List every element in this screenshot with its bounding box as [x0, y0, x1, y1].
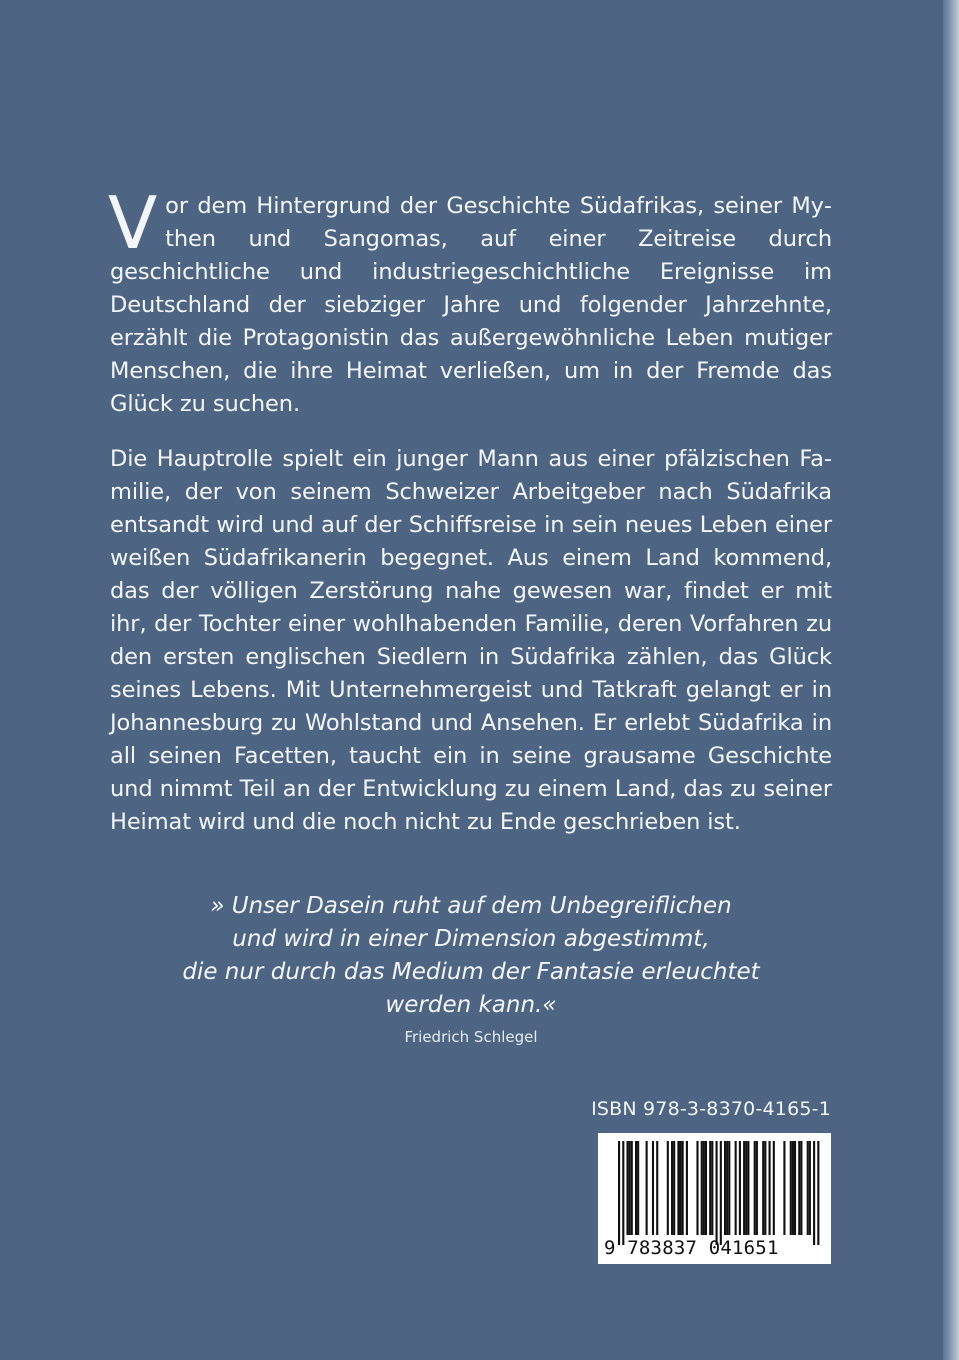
barcode-bar — [739, 1141, 741, 1235]
barcode-bar — [743, 1141, 745, 1235]
barcode-bar — [696, 1141, 698, 1235]
barcode-bar — [716, 1141, 718, 1245]
barcode-bar — [618, 1141, 620, 1245]
barcode-bar — [686, 1141, 688, 1235]
barcode-bar — [764, 1141, 766, 1235]
barcode-bar — [656, 1141, 658, 1235]
barcode-bar — [792, 1141, 794, 1235]
barcode-bar — [677, 1141, 679, 1235]
barcode-bar — [800, 1141, 802, 1235]
barcode-bar — [790, 1141, 792, 1235]
barcode-bar — [762, 1141, 764, 1235]
barcode-bar — [667, 1141, 669, 1235]
barcode-bar — [682, 1141, 684, 1235]
quote-author: Friedrich Schlegel — [404, 1028, 538, 1046]
barcode-bar — [783, 1141, 785, 1235]
barcode-digits: 9 783837 041651 — [604, 1237, 779, 1259]
barcode-bar — [756, 1141, 758, 1235]
barcode-bar — [679, 1141, 681, 1235]
barcode — [598, 1133, 831, 1264]
barcode-bar — [703, 1141, 705, 1235]
barcode-bar — [711, 1141, 713, 1235]
barcode-bar — [794, 1141, 796, 1235]
barcode-bar — [720, 1141, 722, 1245]
barcode-bar — [773, 1141, 775, 1235]
barcode-bar — [745, 1141, 747, 1235]
barcode-bar — [637, 1141, 639, 1235]
quote-line: werden kann.« — [385, 992, 557, 1018]
drop-cap: V — [108, 181, 158, 265]
barcode-bar — [626, 1141, 628, 1235]
barcode-bar — [724, 1141, 726, 1235]
blurb-paragraph-2: Die Hauptrolle spielt ein junger Mann aus einer pfälzischen Familie, der von seinem Schweizer Arbeitgeber nach Südafrika entsandt wird und auf der Schiffsreise in sein neues Leben einer weißen Südafrikanerin begegnet. Aus einem Land kommend, das der völligen Zerstörung nahe gewesen war, findet er mit ihr, der Tochter einer wohlhabenden Familie, deren Vorfahren zu den ersten englischen Siedlern in Südafrika zählen, das Glück seines Lebens. Mit Unternehmergeist und Tatkraft gelangt er in Johannesburg zu Wohlstand und Ansehen. Er erlebt Südafrika in all seinen Facetten, taucht ein in seine grausame Geschichte und nimmt Teil an der Entwicklung zu einem Land, das zu seiner Heimat wird und die noch nicht zu Ende geschrieben ist. — [110, 446, 832, 835]
barcode-bar — [671, 1141, 673, 1235]
barcode-bar — [629, 1141, 631, 1235]
barcode-bar — [817, 1141, 819, 1245]
blurb-paragraph-1 — [108, 181, 832, 421]
barcode-bar — [809, 1141, 811, 1235]
barcode-bar — [728, 1141, 730, 1235]
barcode-bar — [635, 1141, 637, 1235]
barcode-bar — [769, 1141, 771, 1235]
barcode-bar — [652, 1141, 654, 1235]
barcode-bar — [709, 1141, 711, 1235]
barcode-bar — [813, 1141, 815, 1245]
barcode-bar — [735, 1141, 737, 1235]
blurb-text — [108, 181, 832, 861]
blurb-paragraph-1-text: or dem Hintergrund der Geschichte Südafrikas, seiner Mythen und Sangomas, auf einer Zeitreise durch geschichtliche und industriegeschichtliche Ereignisse im Deutschland der siebziger Jahre und folgender Jahrzehnte, erzählt die Protagonistin das außergewöhnliche Leben mutiger Menschen, die ihre Heimat verließen, um in der Fremde das Glück zu suchen. — [110, 193, 832, 417]
barcode-bar — [631, 1141, 633, 1235]
barcode-bar — [747, 1141, 749, 1235]
barcode-bar — [646, 1141, 648, 1235]
barcode-bar — [726, 1141, 728, 1235]
isbn-label: ISBN 978-3-8370-4165-1 — [591, 1098, 831, 1120]
barcode-bar — [701, 1141, 703, 1235]
quote-line: und wird in einer Dimension abgestimmt, — [232, 926, 710, 952]
cover-edge — [943, 0, 959, 1360]
barcode-bar — [754, 1141, 756, 1235]
barcode-bar — [622, 1141, 624, 1245]
barcode-bar — [807, 1141, 809, 1235]
quote-line: die nur durch das Medium der Fantasie erleuchtet — [182, 959, 760, 985]
barcode-bar — [798, 1141, 800, 1235]
barcode-bar — [673, 1141, 675, 1235]
barcode-bar — [705, 1141, 707, 1235]
epigraph-quote — [110, 890, 832, 1022]
quote-line: » Unser Dasein ruht auf dem Unbegreiflichen — [210, 893, 732, 919]
